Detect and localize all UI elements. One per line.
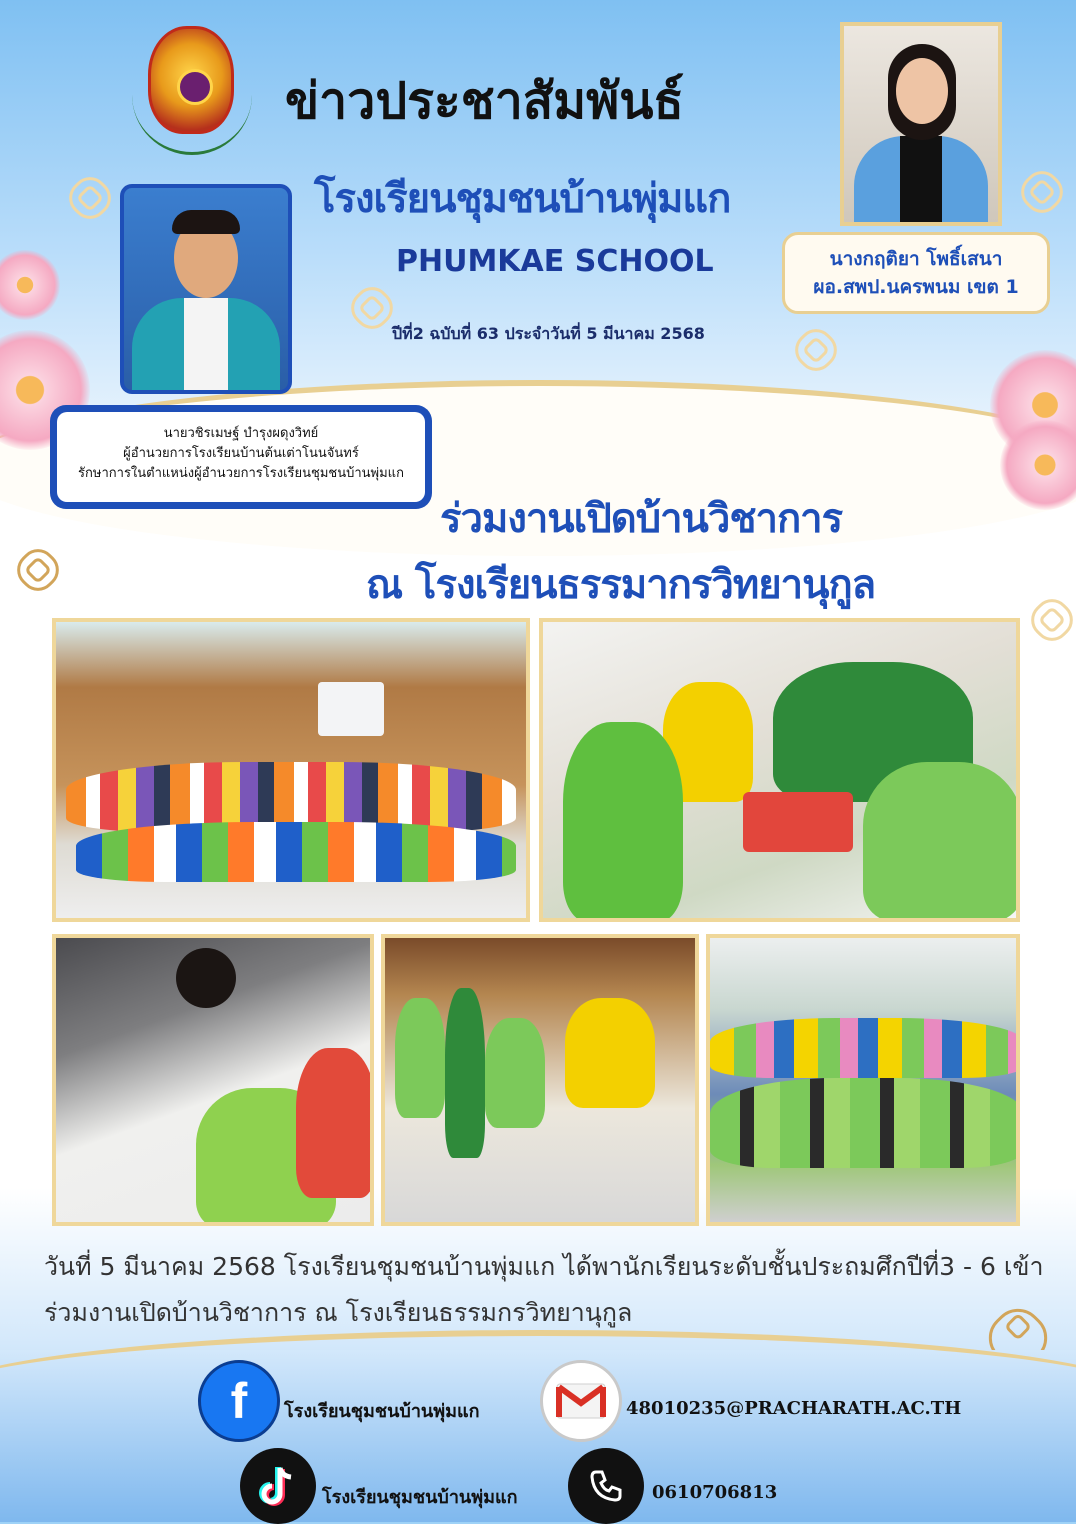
director-left-photo (120, 184, 292, 394)
issue-line: ปีที่2 ฉบับที่ 63 ประจำวันที่ 5 มีนาคม 2568 (392, 324, 705, 343)
photo-drinks-activity (539, 618, 1020, 922)
photo-group (52, 618, 530, 922)
tiktok-icon[interactable] (240, 1448, 316, 1524)
phone-icon[interactable] (568, 1448, 644, 1524)
gmail-icon[interactable] (540, 1360, 622, 1442)
director-left-name: นายวชิรเมษฐ์ บำรุงผดุงวิทย์ (163, 426, 319, 441)
director-left-acting: รักษาการในตำแหน่งผู้อำนวยการโรงเรียนชุมชนบ้านพุ่มแก (78, 466, 404, 481)
facebook-icon[interactable]: f (198, 1360, 280, 1442)
school-name-th: โรงเรียนชุมชนบ้านพุ่มแก (314, 176, 731, 222)
article-body: วันที่ 5 มีนาคม 2568 โรงเรียนชุมชนบ้านพุ่มแก ได้พานักเรียนระดับชั้นประถมศึกปีที่3 - 6 เข้าร่วมงานเปิดบ้านวิชาการ ณ โรงเรียนธรรมกรวิทยานุกูล (44, 1252, 1044, 1327)
school-name-en: PHUMKAE SCHOOL (396, 244, 714, 279)
director-right-caption (782, 232, 1050, 314)
headline-line-2: ณ โรงเรียนธรรมากรวิทยานุกูล (366, 562, 876, 608)
headline-line-1: ร่วมงานเปิดบ้านวิชาการ (440, 496, 843, 542)
ornament-icon (10, 542, 67, 599)
phone-number[interactable]: 0610706813 (652, 1482, 778, 1503)
ornament-icon (1024, 592, 1076, 649)
photo-audience (706, 934, 1020, 1226)
page-title: ข่าวประชาสัมพันธ์ (285, 71, 684, 130)
director-right-position: ผอ.สพป.นครพนม เขต 1 (813, 276, 1019, 298)
footer-curve (0, 1330, 1076, 1456)
director-right-photo (840, 22, 1002, 226)
director-right-name: นางกฤติยา โพธิ์เสนา (829, 248, 1003, 270)
tiktok-link[interactable]: โรงเรียนชุมชนบ้านพุ่มแก (322, 1487, 518, 1508)
director-left-caption (50, 405, 432, 509)
photo-presentation (381, 934, 699, 1226)
director-left-position: ผู้อำนวยการโรงเรียนบ้านต้นเต่าโนนจันทร์ (123, 446, 359, 461)
school-logo (148, 26, 234, 134)
photo-drawing-activity (52, 934, 374, 1226)
email-link[interactable]: 48010235@PRACHARATH.AC.TH (626, 1398, 962, 1419)
facebook-link[interactable]: โรงเรียนชุมชนบ้านพุ่มแก (284, 1401, 480, 1422)
